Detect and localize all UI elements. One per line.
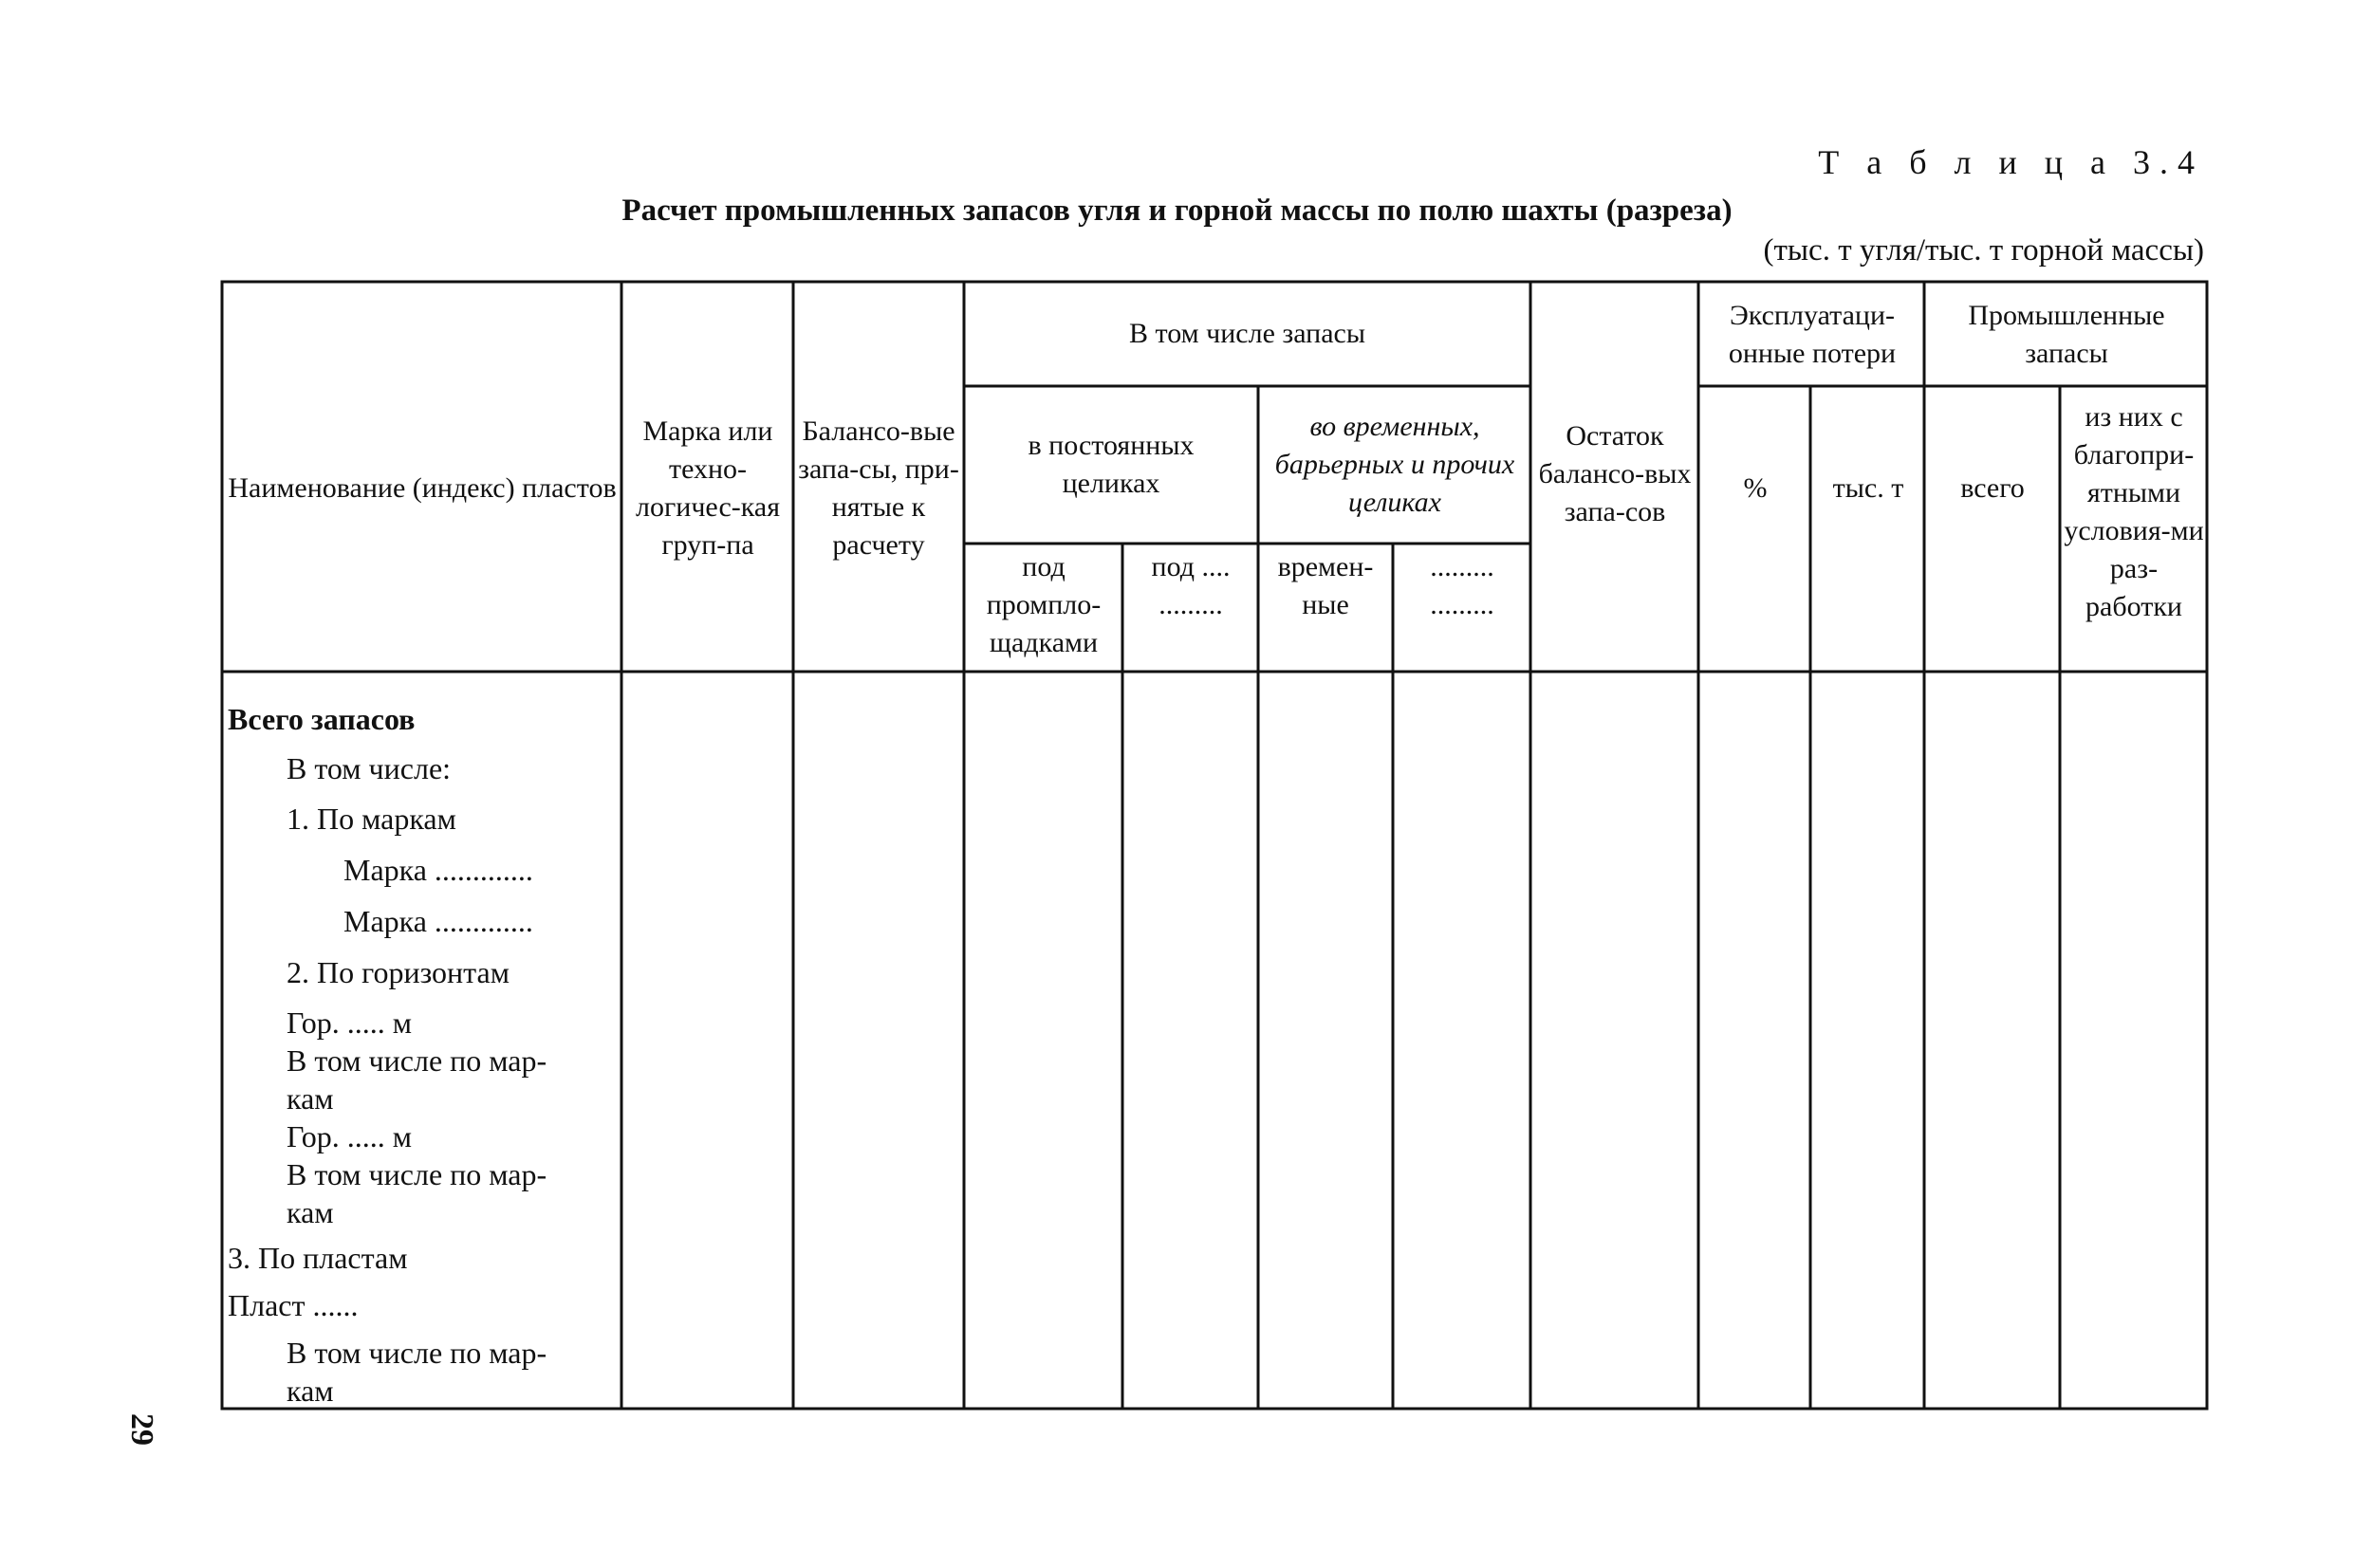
header-temp-pillars: во временных, барьерных и прочих целиках xyxy=(1274,411,1515,518)
row-label: В том числе по мар- xyxy=(287,1043,547,1078)
header-balance: Балансо-вые запа-сы, при-нятые к расчету xyxy=(798,415,959,561)
header-name: Наименование (индекс) пластов xyxy=(228,472,617,504)
header-total: всего xyxy=(1960,472,2025,504)
row-label: кам xyxy=(287,1195,334,1229)
row-label: Гор. ..... м xyxy=(287,1005,412,1040)
header-dots: ......... ......... xyxy=(1430,551,1494,620)
row-label: В том числе по мар- xyxy=(287,1336,547,1370)
table-label: Т а б л и ц а 3.4 xyxy=(1818,143,2204,181)
header-grade: Марка или техно-логичес-кая груп-па xyxy=(635,415,781,561)
header-under-other: под .... ......... xyxy=(1151,551,1231,620)
row-label: В том числе: xyxy=(287,751,452,785)
units-note: (тыс. т угля/тыс. т горной массы) xyxy=(1763,233,2204,267)
header-industrial: Промышленные запасы xyxy=(1968,299,2165,369)
header-temporary: времен-ные xyxy=(1277,551,1374,620)
row-label: В том числе по мар- xyxy=(287,1157,547,1191)
row-label: Марка ............. xyxy=(343,853,533,887)
row-label: кам xyxy=(287,1374,334,1408)
row-label: 3. По пластам xyxy=(228,1241,408,1275)
page-number: 29 xyxy=(124,1413,159,1446)
row-label: Марка ............. xyxy=(343,904,533,938)
header-losses: Эксплуатаци-онные потери xyxy=(1728,299,1897,369)
header-under-sites: под промпло-щадками xyxy=(986,551,1102,658)
header-incl-reserves: В том числе запасы xyxy=(1129,318,1365,349)
header-remainder: Остаток балансо-вых запа-сов xyxy=(1538,420,1692,527)
header-favorable: из них с благопри-ятными условия-ми раз-работки xyxy=(2064,401,2204,622)
header-kt: тыс. т xyxy=(1832,472,1904,504)
row-label: Гор. ..... м xyxy=(287,1119,412,1153)
row-label: Пласт ...... xyxy=(228,1288,359,1322)
row-label: кам xyxy=(287,1081,334,1116)
row-label: Всего запасов xyxy=(228,702,416,736)
row-label: 1. По маркам xyxy=(287,802,456,836)
header-permanent-pillars: в постоянных целиках xyxy=(1028,430,1195,499)
header-pct: % xyxy=(1743,472,1768,504)
row-label: 2. По горизонтам xyxy=(287,955,510,989)
table-title: Расчет промышленных запасов угля и горной массы по полю шахты (разреза) xyxy=(621,194,1733,228)
